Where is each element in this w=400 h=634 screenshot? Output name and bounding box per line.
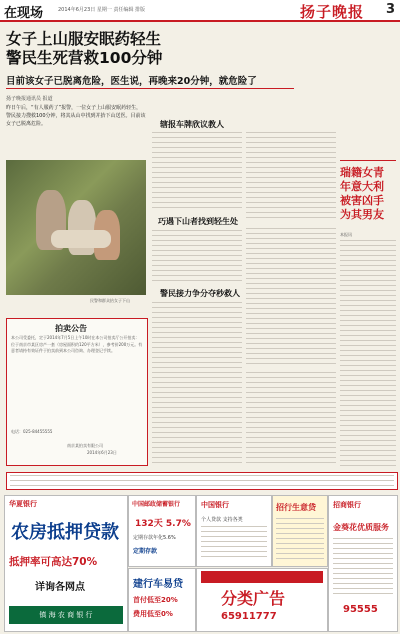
auction-title: 拍卖公告 (55, 324, 87, 333)
auction-notice (6, 318, 148, 466)
header-meta: 2014年6月23日 星期一 责任编辑 排版 (58, 7, 146, 13)
section2-subhead2: 警民接力争分夺秒救人 (160, 289, 240, 298)
auction-date: 2014年6月23日 (87, 450, 117, 455)
ad-loan-sub: 抵押率可高达70% (9, 556, 98, 568)
headline-rule (6, 88, 294, 89)
ad-rate-note: 定期存款年化5.6% (133, 535, 176, 541)
ad-construction-note: 费用低至0% (133, 610, 173, 618)
ad-rate: 132天 5.7% (135, 519, 191, 529)
notice-strip (6, 472, 398, 490)
right-story-title: 瑞籍女青年意大利被害凶手为其男友 (340, 166, 384, 221)
news-photo (6, 160, 146, 295)
ad-rural-loan (4, 495, 128, 632)
section2-title: 辖报车牌欣议教人 (160, 120, 224, 129)
ad-hotline: 95555 (343, 604, 378, 615)
body-text-col2 (246, 132, 336, 222)
ad-construction-title: 建行车易贷 (133, 579, 183, 590)
ad-promo-title: 招行生意贷 (276, 503, 316, 512)
ad-construction-rate: 首付低至20% (133, 596, 178, 604)
body-text-col6 (246, 372, 336, 467)
newspaper-logo: 扬子晚报 (300, 3, 365, 21)
byline: 扬子晚报通讯员 报道 (6, 96, 53, 102)
ad-classified-title: 分类广告 (221, 589, 286, 608)
page-number: 3 (386, 2, 396, 17)
ad-classified-phone: 65911777 (221, 611, 277, 622)
body-text-col5 (152, 302, 242, 467)
ad-deposit-label: 定期存款 (133, 548, 158, 555)
ad-bank3 (328, 495, 398, 632)
section2-subhead: 巧遇下山者找到轻生处 (158, 217, 238, 226)
auction-signature: 南京某拍卖有限公司 (67, 443, 103, 448)
ad-loan-footer: 镇 海 农 商 银 行 (9, 606, 123, 624)
headline-subtitle: 目前该女子已脱离危险，医生说，再晚来20分钟，就危险了 (6, 76, 257, 87)
ad-loan-note: 详询各网点 (35, 582, 85, 593)
body-text-col4 (246, 228, 336, 368)
ad-bank2 (196, 495, 272, 567)
ad-bank-small: 中国邮政储蓄银行 (132, 501, 181, 508)
ad-deposit (128, 495, 196, 567)
headline-line2: 警民生死营救100分钟 (6, 49, 163, 67)
auction-body: 本公司受委托，定于2014年7月5日上午10时在本公司拍卖厅公开拍卖：位于南京市某区房产一套（房屋面积约120平方米），参考价200万元。有意者请持有效证件于拍卖前到本公司咨询、办理登记手续。 (11, 335, 143, 353)
right-story-text (340, 240, 396, 466)
ad-classified (196, 568, 328, 632)
ad-bank2-note: 个人贷款 支持各类 (201, 517, 243, 523)
right-rule (340, 160, 396, 161)
ad-construction (128, 568, 196, 632)
ad-loan-title: 农房抵押贷款 (11, 522, 119, 543)
right-dateline: 本报讯 (340, 232, 352, 237)
headline (6, 30, 296, 68)
body-text-col1 (152, 132, 242, 212)
auction-contact: 电话：025-84455555 (11, 429, 53, 434)
ad-bank2-name: 中国银行 (201, 501, 229, 509)
ad-gold: 金葵花优质服务 (333, 523, 389, 532)
page-header (0, 0, 400, 22)
photo-caption: 民警和群众抬女子下山 (90, 298, 130, 303)
headline-line1: 女子上山服安眠药轻生 (6, 30, 162, 48)
classified-bar (201, 571, 323, 583)
lead-paragraph: 昨日午后，“有人服药了”报警，一位女子上山服安眠药轻生，警民接力搜救100分钟，将其从山中找到并抬下山送医。目前该女子已脱离危险。 (6, 105, 146, 127)
ad-promo (272, 495, 328, 567)
ad-bank1: 华夏银行 (9, 500, 37, 508)
ad-bank3-name: 招商银行 (333, 501, 361, 509)
body-text-col3 (152, 230, 242, 284)
section-name: 在现场 (4, 6, 44, 21)
